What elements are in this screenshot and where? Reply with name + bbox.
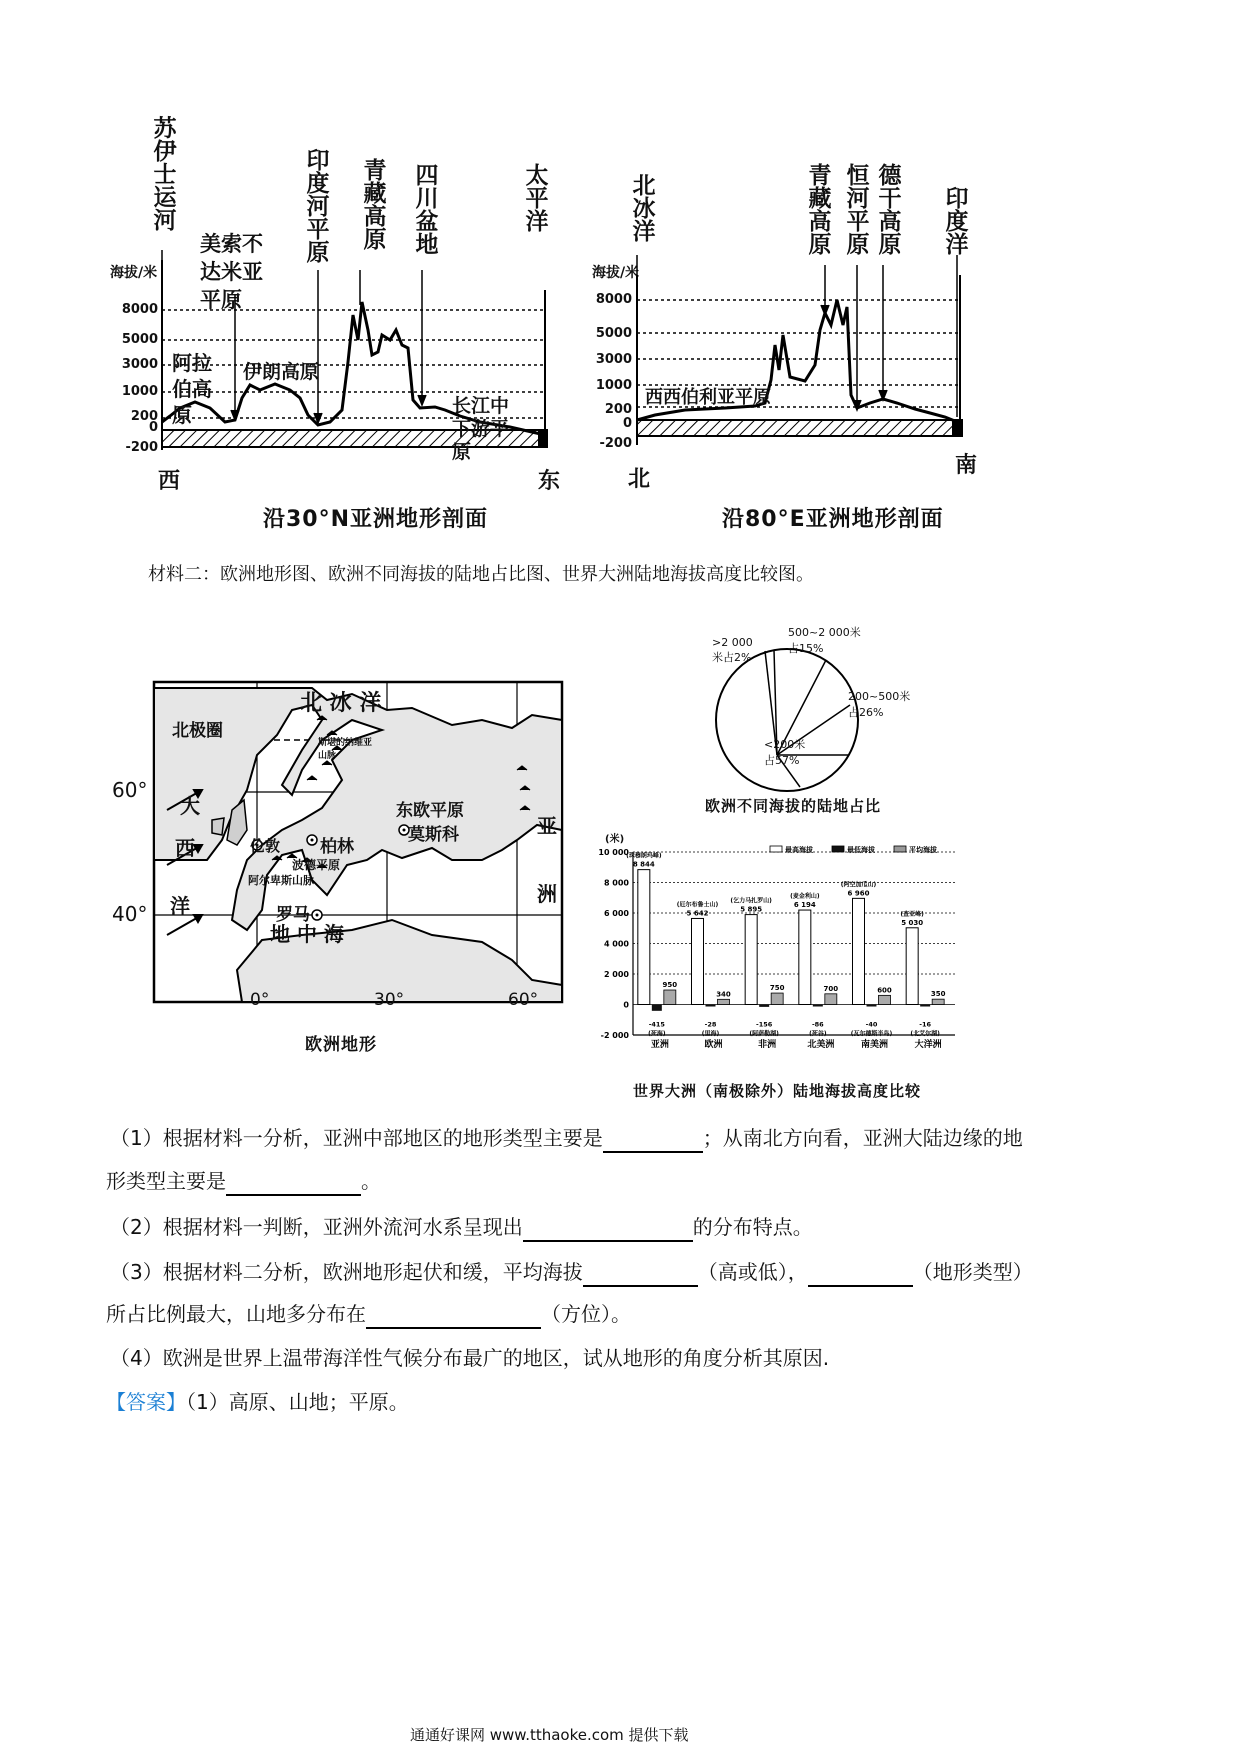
- pie-label-2000: >2 000米占2%: [712, 636, 753, 664]
- label-yangtze-plain: 长江中下游平原: [452, 395, 510, 463]
- bar-category-label: 北美洲: [807, 1040, 835, 1050]
- map-atlantic-3: 洋: [170, 894, 190, 918]
- bar-value-avg: 600: [877, 986, 892, 995]
- ytick-1-0: 0: [148, 420, 158, 435]
- bar-low-name: (死谷): [809, 1030, 827, 1038]
- material2-text: 材料二：欧洲地形图、欧洲不同海拔的陆地占比图、世界大洲陆地海拔高度比较图。: [148, 564, 814, 585]
- lat-40: 40°: [112, 902, 148, 926]
- ytick-2-8000: 8000: [595, 292, 632, 307]
- ytick-1-5000: 5000: [121, 332, 158, 347]
- bar-legend-label: 平均海拔: [909, 846, 937, 854]
- answer-blank-3[interactable]: [523, 1218, 693, 1242]
- bar-peak-name: (珠穆朗玛峰): [626, 852, 662, 860]
- label-west-siberian: 西西伯利亚平原: [645, 387, 771, 408]
- profile1-caption: 沿30°N亚洲地形剖面: [263, 507, 489, 532]
- label-sichuan: 四川盆地: [415, 163, 439, 258]
- bar-average: [825, 994, 837, 1005]
- answer-tag: 【答案】: [106, 1390, 186, 1414]
- map-rome: 罗马: [276, 905, 310, 925]
- bar-lowest: [920, 1005, 930, 1007]
- lon-60: 60°: [508, 990, 539, 1010]
- bar-legend-label: 最低海拔: [847, 846, 875, 854]
- bar-average: [771, 993, 783, 1004]
- bar-value-avg: 340: [716, 990, 731, 999]
- bar-highest: [638, 870, 650, 1005]
- pie-caption: 欧洲不同海拔的陆地占比: [705, 797, 882, 815]
- south-label: 南: [955, 453, 978, 478]
- label-deccan: 德干高原: [878, 163, 902, 258]
- map-atlantic-2: 西: [175, 836, 195, 860]
- label-iranian-plateau: 伊朗高原: [243, 361, 320, 383]
- bar-ytick-label: 4 000: [603, 939, 629, 949]
- bar-peak-name: (乞力马扎罗山): [730, 897, 772, 905]
- bar-highest: [853, 898, 865, 1004]
- lon-30: 30°: [374, 990, 405, 1010]
- bar-low-name: (死海): [648, 1030, 666, 1038]
- bar-category-label: 亚洲: [650, 1040, 669, 1050]
- answer-text: （1）高原、山地；平原。: [186, 1390, 409, 1414]
- bar-average: [664, 990, 676, 1004]
- label-arctic: 北冰洋: [632, 173, 656, 245]
- footer-text: 通通好课网 www.tthaoke.com 提供下载: [410, 1726, 689, 1744]
- label-suez: 苏伊士运河: [153, 116, 177, 234]
- bar-category-label: 非洲: [758, 1040, 777, 1050]
- bar-chart-graphic: [585, 840, 965, 1070]
- answer-blank-1[interactable]: [603, 1129, 703, 1153]
- bar-peak-name: (阿空加瓜山): [840, 881, 877, 889]
- bar-legend-label: 最高海拔: [785, 846, 813, 854]
- answer-line: [106, 1387, 409, 1417]
- bar-value-high: 6 194: [793, 901, 816, 910]
- map-mediterranean: 地 中 海: [270, 922, 344, 946]
- y-unit-1: 海拔/米: [110, 265, 158, 281]
- bar-ytick-label: 0: [623, 1000, 629, 1010]
- bar-ytick-label: 8 000: [603, 878, 629, 888]
- bar-lowest: [706, 1005, 716, 1007]
- bar-ytick-label: 6 000: [603, 909, 629, 918]
- map-asia-2: 洲: [537, 882, 557, 906]
- bar-category-label: 大洋洲: [914, 1040, 942, 1050]
- profile2-caption: 沿80°E亚洲地形剖面: [722, 507, 944, 532]
- bar-highest: [745, 915, 757, 1005]
- map-scandinavian: 斯堪的纳维亚山脉: [318, 738, 373, 761]
- bar-highest: [906, 928, 918, 1005]
- ytick-2-200: 200: [604, 402, 632, 417]
- bar-value-avg: 950: [662, 981, 678, 990]
- bar-ytick-label: -2 000: [600, 1031, 629, 1040]
- europe-map-caption: 欧洲地形: [305, 1035, 377, 1055]
- map-arctic-circle: 北极圈: [172, 721, 223, 741]
- bar-low-name: (瓦尔德斯半岛): [850, 1030, 893, 1038]
- bar-value-avg: 350: [930, 990, 946, 999]
- bar-highest: [799, 910, 811, 1004]
- west-label: 西: [158, 469, 181, 494]
- label-tibet-2: 青藏高原: [808, 163, 832, 258]
- bar-value-high: 5 895: [740, 905, 763, 914]
- bar-value-high: 8 844: [632, 860, 655, 869]
- bar-value-low: -156: [756, 1020, 773, 1029]
- label-tibet-1: 青藏高原: [363, 158, 387, 253]
- bar-ytick-label: 10 000: [598, 848, 629, 857]
- bar-ytick-label: 2 000: [603, 970, 629, 979]
- bar-value-avg: 750: [769, 984, 785, 993]
- lat-60: 60°: [112, 778, 148, 802]
- bar-value-low: -86: [811, 1020, 824, 1029]
- bar-low-name: (里海): [701, 1030, 720, 1038]
- bar-value-low: -16: [919, 1020, 932, 1029]
- north-label: 北: [628, 467, 651, 492]
- east-label: 东: [538, 469, 561, 494]
- bar-lowest: [867, 1005, 877, 1007]
- bar-ylabel: (米): [605, 834, 625, 845]
- label-indian-ocean: 印度洋: [945, 186, 969, 258]
- bar-value-high: 5 642: [686, 909, 709, 918]
- bar-lowest: [813, 1005, 823, 1007]
- bar-low-name: (北艾尔湖): [910, 1030, 940, 1038]
- lon-0: 0°: [250, 990, 270, 1010]
- label-mesopotamia: 美索不达米亚平原: [200, 232, 263, 312]
- label-arabian-plateau: 阿拉伯高原: [172, 351, 212, 427]
- ytick-2-neg200: -200: [599, 436, 632, 451]
- ytick-2-0: 0: [622, 416, 632, 431]
- bar-value-high: 5 030: [901, 918, 924, 927]
- bar-legend-swatch: [770, 846, 782, 852]
- bar-average: [718, 999, 730, 1004]
- ytick-1-1000: 1000: [121, 384, 158, 399]
- question-1b: 形类型主要是 。: [106, 1166, 381, 1196]
- bar-category-label: 欧洲: [704, 1040, 723, 1050]
- ytick-2-3000: 3000: [595, 352, 632, 367]
- answer-blank-2[interactable]: [226, 1172, 361, 1196]
- profile-80e-graphic: [625, 255, 975, 455]
- label-pacific: 太平洋: [525, 163, 549, 235]
- question-3b: 所占比例最大，山地多分布在 （方位）。: [106, 1299, 631, 1329]
- label-ganges: 恒河平原: [846, 163, 870, 258]
- answer-blank-5[interactable]: [808, 1263, 913, 1287]
- y-unit-2: 海拔/米: [592, 265, 640, 281]
- answer-blank-4[interactable]: [583, 1263, 698, 1287]
- bar-peak-name: (厄尔布鲁士山): [676, 901, 719, 909]
- bar-value-avg: 700: [823, 984, 839, 993]
- answer-blank-6[interactable]: [366, 1305, 541, 1329]
- ytick-2-5000: 5000: [595, 326, 632, 341]
- question-1a: （1）根据材料一分析，亚洲中部地区的地形类型主要是 ；从南北方向看，亚洲大陆边缘的地: [110, 1123, 1023, 1153]
- map-arctic-ocean: 北 冰 洋: [300, 691, 382, 716]
- pie-label-200-500: 200~500米占26%: [848, 690, 911, 719]
- map-moscow: 莫斯科: [408, 825, 459, 845]
- map-berlin: 柏林: [320, 837, 354, 857]
- ytick-1-8000: 8000: [121, 302, 158, 317]
- question-2: （2）根据材料一判断，亚洲外流河水系呈现出 的分布特点。: [110, 1212, 813, 1242]
- map-east-europe-plain: 东欧平原: [396, 801, 464, 821]
- bar-value-low: -28: [704, 1020, 717, 1029]
- ytick-2-1000: 1000: [595, 378, 632, 393]
- question-4: （4）欧洲是世界上温带海洋性气候分布最广的地区，试从地形的角度分析其原因.: [110, 1346, 830, 1370]
- bar-low-name: (阿萨勒湖): [749, 1030, 779, 1038]
- map-london: 伦敦: [250, 837, 281, 855]
- bar-category-label: 南美洲: [860, 1040, 889, 1050]
- bar-value-high: 6 960: [847, 889, 870, 898]
- ytick-1-neg200: -200: [125, 440, 158, 455]
- bar-average: [879, 995, 891, 1004]
- bar-peak-name: (麦金利山): [790, 893, 820, 901]
- pie-label-500-2000: 500~2 000米占15%: [788, 626, 861, 655]
- bar-value-low: -40: [865, 1020, 878, 1029]
- bar-peak-name: (查亚峰): [900, 910, 924, 918]
- bar-lowest: [759, 1005, 769, 1007]
- bar-legend-swatch: [894, 846, 906, 852]
- pie-label-lt200: <200米占57%: [764, 738, 806, 767]
- bar-lowest: [652, 1005, 662, 1011]
- bar-chart-title: 世界大洲（南极除外）陆地海拔高度比较: [633, 1082, 922, 1100]
- bar-legend-swatch: [832, 846, 844, 852]
- pie-graphic: [712, 645, 862, 795]
- map-atlantic-1: 大: [180, 794, 200, 818]
- map-alps: 阿尔卑斯山脉: [248, 874, 314, 887]
- bar-average: [932, 999, 944, 1004]
- bar-value-low: -415: [648, 1020, 665, 1029]
- label-indus: 印度河平原: [306, 148, 330, 266]
- map-asia-1: 亚: [537, 814, 557, 838]
- map-poland-plain: 波德平原: [292, 858, 341, 872]
- ytick-1-3000: 3000: [121, 357, 158, 372]
- ytick-1-200: 200: [130, 409, 158, 424]
- question-3a: （3）根据材料二分析，欧洲地形起伏和缓，平均海拔 （高或低）， （地形类型）: [110, 1257, 1033, 1287]
- bar-highest: [692, 918, 704, 1004]
